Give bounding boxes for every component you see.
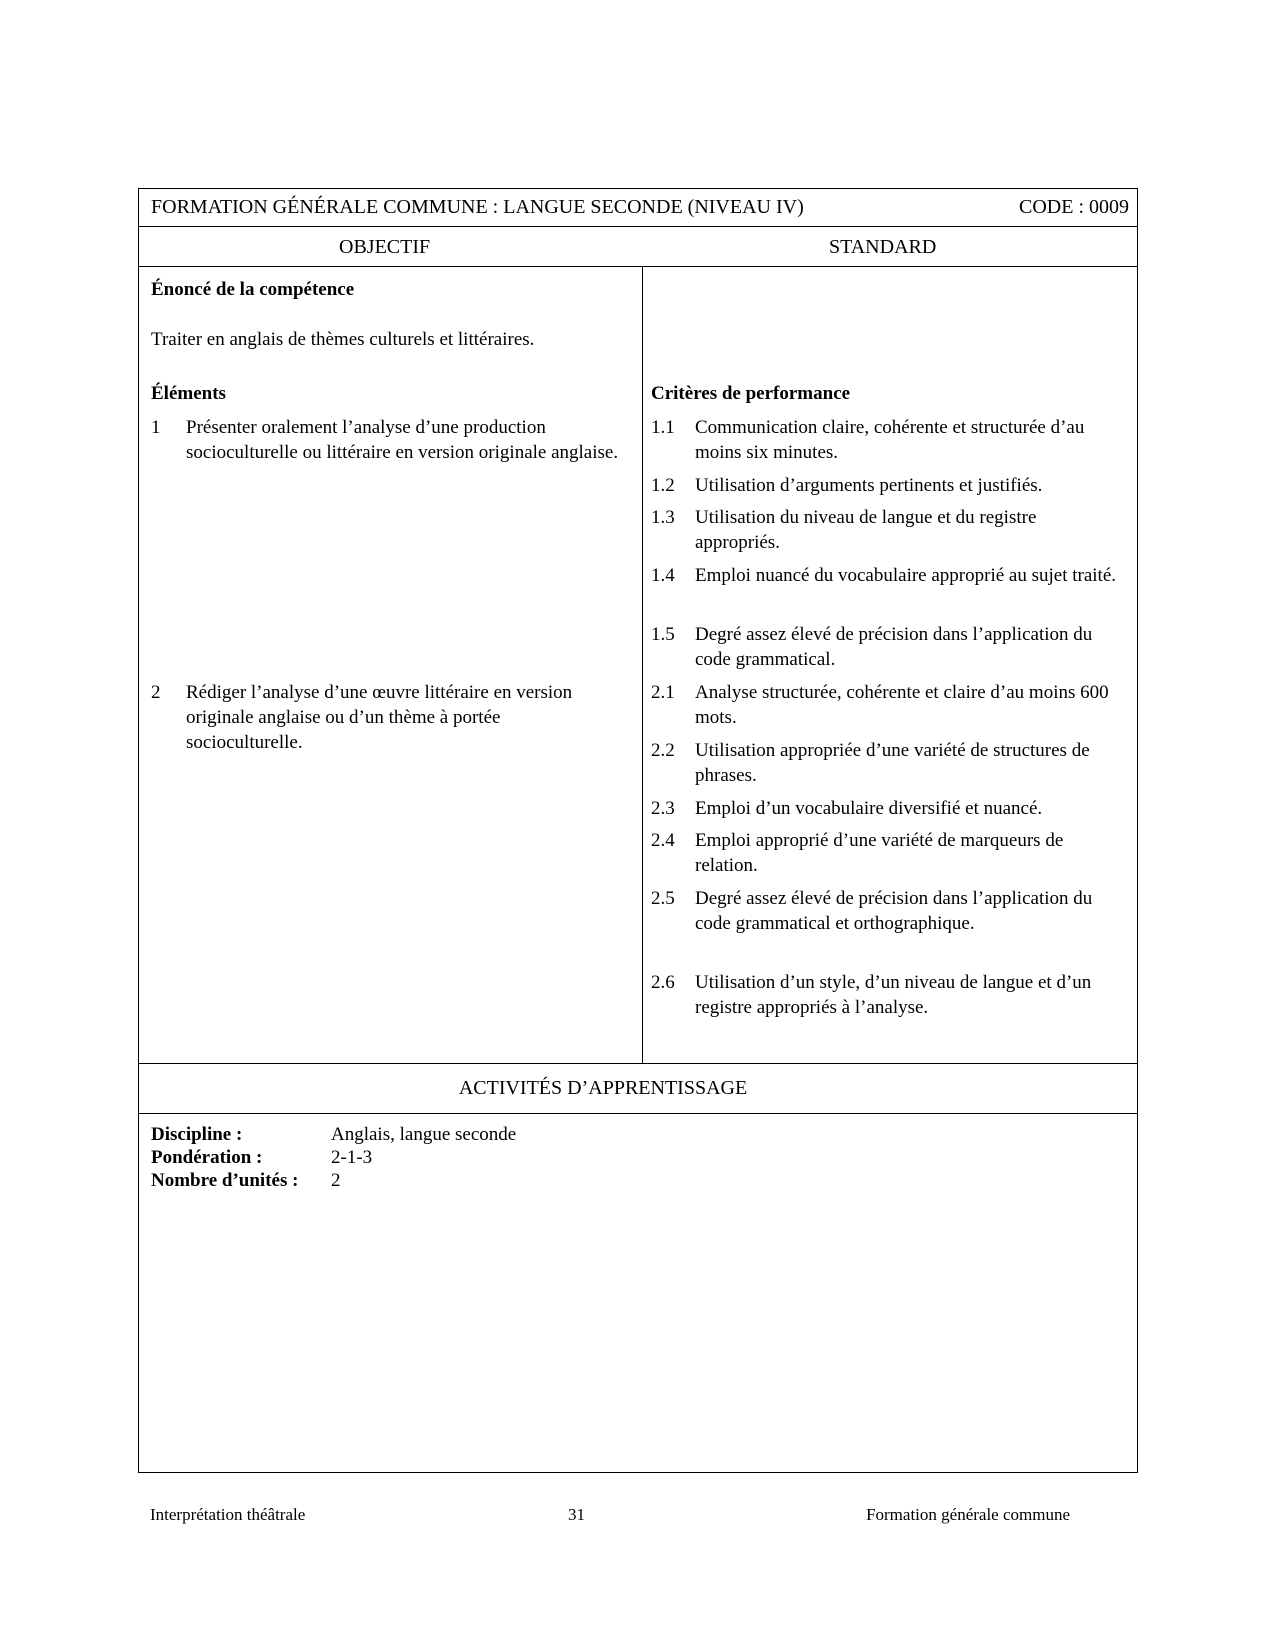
- criterion-item: [651, 886, 1121, 936]
- ponderation-label: Pondération :: [151, 1147, 263, 1168]
- criterion-item: [651, 415, 1121, 465]
- element-number: 1: [151, 417, 161, 438]
- activities-title: ACTIVITÉS D’APPRENTISSAGE: [458, 1077, 748, 1099]
- criterion-number: 2.6: [651, 972, 675, 993]
- element-text: Présenter oralement l’analyse d’une production socioculturelle ou littéraire en version originale anglaise.: [186, 417, 619, 463]
- criterion-text: Communication claire, cohérente et structurée d’au moins six minutes.: [695, 417, 1085, 463]
- column-divider: [642, 267, 643, 1063]
- criteria-title: Critères de performance: [651, 383, 851, 404]
- criterion-number: 1.1: [651, 417, 675, 438]
- element-item: [151, 415, 621, 465]
- criterion-text: Degré assez élevé de précision dans l’application du code grammatical et orthographique.: [695, 888, 1093, 934]
- criterion-text: Utilisation d’arguments pertinents et justifiés.: [695, 475, 1043, 496]
- header-row: [139, 189, 1137, 227]
- page-number: 31: [568, 1505, 585, 1524]
- course-info: [151, 1123, 516, 1192]
- criterion-text: Utilisation appropriée d’une variété de structures de phrases.: [695, 740, 1090, 786]
- criterion-text: Analyse structurée, cohérente et claire d’au moins 600 mots.: [695, 682, 1109, 728]
- criterion-number: 1.3: [651, 507, 675, 528]
- criterion-item: [651, 796, 1121, 821]
- criterion-number: 2.5: [651, 888, 675, 909]
- discipline-label: Discipline :: [151, 1124, 243, 1145]
- footer-program: Interprétation théâtrale: [150, 1505, 306, 1524]
- competence-text: Traiter en anglais de thèmes culturels et littéraires.: [151, 329, 535, 350]
- table-rule: [139, 1063, 1137, 1064]
- units-value: 2: [331, 1170, 341, 1191]
- ponderation-value: 2-1-3: [331, 1147, 373, 1168]
- criterion-item: [651, 563, 1121, 588]
- objective-header: OBJECTIF: [339, 236, 431, 258]
- criterion-number: 2.4: [651, 830, 675, 851]
- units-label: Nombre d’unités :: [151, 1170, 299, 1191]
- criterion-text: Utilisation du niveau de langue et du registre appropriés.: [695, 507, 1037, 553]
- criterion-item: [651, 738, 1121, 788]
- criterion-number: 1.2: [651, 475, 675, 496]
- criterion-item: [651, 970, 1121, 1020]
- elements-title: Éléments: [151, 383, 226, 404]
- criterion-number: 2.1: [651, 682, 675, 703]
- column-headers: [139, 227, 1137, 267]
- criterion-text: Degré assez élevé de précision dans l’application du code grammatical.: [695, 624, 1093, 670]
- discipline-value: Anglais, langue seconde: [331, 1124, 517, 1145]
- document-frame: [138, 188, 1138, 1473]
- footer-section: Formation générale commune: [866, 1505, 1070, 1524]
- criterion-number: 1.4: [651, 565, 675, 586]
- activities-rule: [139, 1113, 1137, 1114]
- competence-title: Énoncé de la compétence: [151, 279, 355, 300]
- standard-header: STANDARD: [829, 236, 937, 258]
- criterion-text: Emploi d’un vocabulaire diversifié et nuancé.: [695, 798, 1043, 819]
- criterion-text: Emploi approprié d’une variété de marqueurs de relation.: [695, 830, 1064, 876]
- criterion-number: 1.5: [651, 624, 675, 645]
- criterion-number: 2.3: [651, 798, 675, 819]
- criterion-item: [651, 505, 1121, 555]
- element-item: [151, 680, 621, 755]
- element-text: Rédiger l’analyse d’une œuvre littéraire en version originale anglaise ou d’un thème à portée socioculturelle.: [186, 682, 573, 753]
- criterion-item: [651, 473, 1121, 498]
- criterion-item: [651, 828, 1121, 878]
- criterion-text: Emploi nuancé du vocabulaire approprié au sujet traité.: [695, 565, 1117, 586]
- criterion-item: [651, 622, 1121, 672]
- element-number: 2: [151, 682, 161, 703]
- course-code: CODE : 0009: [1019, 196, 1129, 218]
- document-title: FORMATION GÉNÉRALE COMMUNE : LANGUE SECONDE (NIVEAU IV): [151, 196, 804, 218]
- criterion-number: 2.2: [651, 740, 675, 761]
- criterion-text: Utilisation d’un style, d’un niveau de langue et d’un registre appropriés à l’analyse.: [695, 972, 1092, 1018]
- criterion-item: [651, 680, 1121, 730]
